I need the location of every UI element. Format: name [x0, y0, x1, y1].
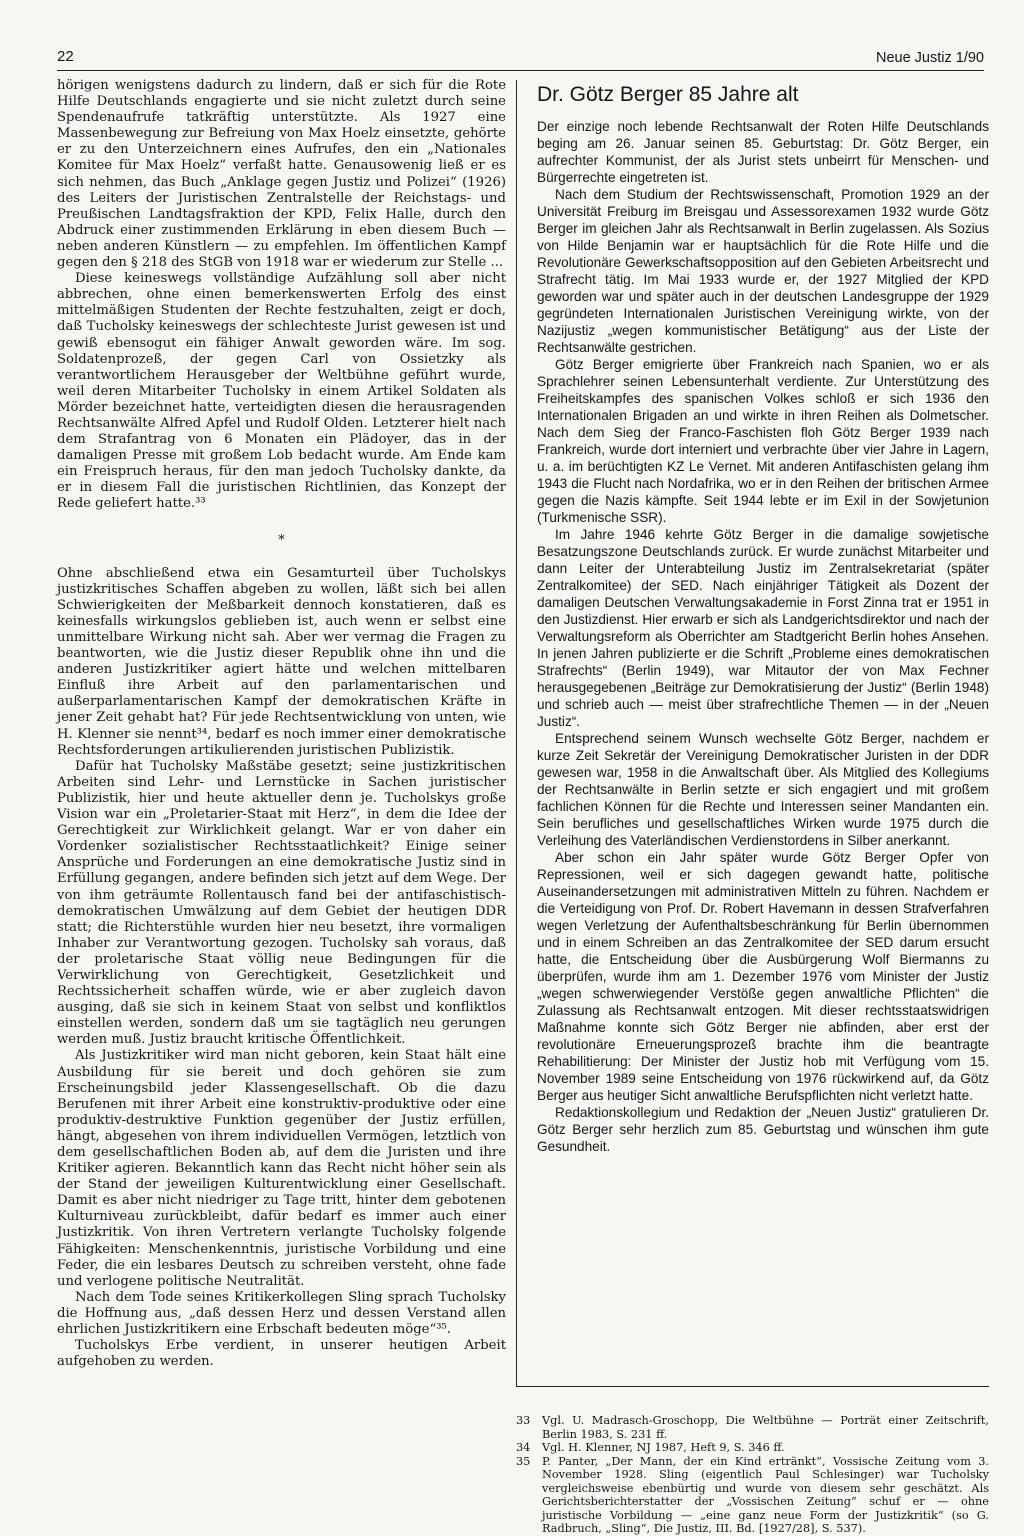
paragraph: Nach dem Tode seines Kritikerkollegen Sling sprach Tucholsky die Hoffnung aus, „daß dessen Herz und dessen Verstand allen ehrlichen Justizkritikern eine Erbschaft bedeuten möge“³⁵.: [57, 1289, 506, 1338]
paragraph: Diese keineswegs vollständige Aufzählung soll aber nicht abbrechen, ohne einen bemerkenswerten Erfolg des einst mittelmäßigen Studenten der Rechte festzuhalten, zeigt er doch, daß Tucholsky keineswegs der schlechteste Jurist gewesen ist und gewiß ebensogut ein fähiger Anwalt geworden wäre. Im sog. Soldatenprozeß, der gegen Carl von Ossietzky als verantwortlichem Herausgeber der Weltbühne geführt wurde, weil deren Mitarbeiter Tucholsky in einem Artikel Soldaten als Mörder bezeichnet hatte, verteidigten diesen die herausragenden Rechtsanwälte Alfred Apfel und Rudolf Olden. Letzterer hielt nach dem Strafantrag von 6 Monaten ein Plädoyer, das in der damaligen Presse mit großem Lob bedacht wurde. Am Ende kam ein Freispruch heraus, für den man jedoch Tucholsky dankte, da er in diesem Fall die juristischen Richtlinien, das Konzept der Rede geliefert hatte.³³: [57, 271, 506, 512]
page-number: 22: [57, 48, 74, 65]
paragraph: Götz Berger emigrierte über Frankreich nach Spanien, wo er als Sprachlehrer seinen Lebensunterhalt verdiente. Zur Unterstützung des Freiheitskampfes des spanischen Volkes schloß er sich 1936 den Internationalen Brigaden an und wirkte in ihren Reihen als Dolmetscher. Nach dem Sieg der Franco-Faschisten floh Götz Berger 1939 nach Frankreich, wurde dort interniert und verbrachte über vier Jahre in Lagern, u. a. im berüchtigten KZ Le Vernet. Mit anderen Antifaschisten gelang ihm 1943 die Flucht nach Nordafrika, wo er in den Reihen der britischen Armee gegen die Nazis kämpfte. Seit 1944 lebte er im Exil in der Sowjetunion (Turkmenische SSR).: [537, 357, 989, 525]
paragraph: Nach dem Studium der Rechtswissenschaft, Promotion 1929 an der Universität Freiburg im Breisgau und Assessorexamen 1932 wurde Götz Berger im gleichen Jahr als Rechtsanwalt in Berlin zugelassen. Als Sozius von Hilde Benjamin war er hauptsächlich für die Rote Hilfe und die Revolutionäre Gewerkschaftsopposition auf den Gebieten Arbeitsrecht und Strafrecht tätig. Im Mai 1933 wurde er, der 1927 Mitglied der KPD geworden war und später auch in der deutschen Landesgruppe der 1929 gegründeten Internationalen Juristischen Vereinigung wirkte, von der Nazijustiz „wegen kommunistischer Betätigung“ aus der Liste der Rechtsanwälte gestrichen.: [537, 187, 989, 355]
footnote-text: Vgl. U. Madrasch-Groschopp, Die Weltbühne — Porträt einer Zeitschrift, Berlin 1983, S. 231 ff.: [542, 1414, 989, 1441]
paragraph: Dafür hat Tucholsky Maßstäbe gesetzt; seine justizkritischen Arbeiten sind Lehr- und Lernstücke in Sachen juristischer Publizistik, hier und heute aktueller denn je. Tucholskys große Vision war ein „Proletarier-Staat mit Herz“, in dem die Idee der Gerechtigkeit zur Wirklichkeit gelangt. War er von daher ein Vordenker sozialistischer Rechtsstaatlichkeit? Einige seiner Ansprüche und Forderungen an eine demokratische Justiz sind in Erfüllung gegangen, andere befinden sich jetzt auf dem Wege. Der von ihm geträumte Rollentausch fand bei der antifaschistisch-demokratischen Umwälzung auf dem Gebiet der heutigen DDR statt; die Richterstühle wurden hier neu besetzt, ihre vormaligen Inhaber zur Verantwortung gezogen. Tucholsky sah voraus, daß der proletarische Staat völlig neue Bedingungen für die Verwirklichung von Gerechtigkeit, Gesetzlichkeit und Rechtssicherheit schaffen würde, wie er aber zugleich davon ausging, daß sie sich in keinem Staat von selbst und konfliktlos einstellen werden, sondern daß um sie tagtäglich neu gerungen werden muß. Justiz braucht kritische Öffentlichkeit.: [57, 758, 506, 1048]
footnote-number: 33: [516, 1414, 531, 1427]
paragraph: Ohne abschließend etwa ein Gesamturteil über Tucholskys justizkritisches Schaffen abgeben zu wollen, läßt sich bei allen Schwierigkeiten der Meßbarkeit dennoch konstatieren, daß es keinesfalls wirkungslos geblieben ist, auch wenn er selbst eine unmittelbare Wirkung nicht sah. Aber wer vermag die Fragen zu beantworten, wie die Justiz dieser Republik ohne ihn und die anderen Justizkritiker agiert hätte und welchen mittelbaren Einfluß ihre Arbeit auf den parlamentarischen und außerparlamentarischen Kampf der demokratischen Kräfte in jener Zeit gehabt hat? Für jede Rechtsentwicklung von unten, wie H. Klenner sie nennt³⁴, bedarf es noch immer einer demokratische Rechtsforderungen artikulierenden juristischen Publizistik.: [57, 565, 506, 758]
paragraph: Tucholskys Erbe verdient, in unserer heutigen Arbeit aufgehoben zu werden.: [57, 1338, 506, 1370]
footnote: [516, 1414, 989, 1441]
section-separator: *: [278, 532, 285, 548]
footnote-number: 34: [516, 1441, 531, 1454]
footnote-number: 35: [516, 1454, 531, 1468]
left-column: [57, 78, 506, 1370]
paragraph: Aber schon ein Jahr später wurde Götz Berger Opfer von Repressionen, weil er sich dagegen gewandt hatte, politische Auseinandersetzungen mit administrativen Mitteln zu führen. Nachdem er die Verteidigung von Prof. Dr. Robert Havemann in dessen Strafverfahren wegen Verletzung der Aufenthaltsbeschränkung für Berlin übernommen und in einem Schreiben an das Zentralkomitee der SED darum ersucht hatte, die Entscheidung über die Ausbürgerung Wolf Biermanns zu überprüfen, wurde ihm am 1. Dezember 1976 vom Minister der Justiz „wegen schwerwiegender Verstöße gegen anwaltliche Pflichten“ die Zulassung als Rechtsanwalt entzogen. Mit dieser rechtsstaatswidrigen Maßnahme konnte sich Götz Berger nie abfinden, aber erst der revolutionäre Erneuerungsprozeß brachte ihm die beantragte Rehabilitierung: Der Minister der Justiz hob mit Verfügung vom 15. November 1989 seine Entscheidung von 1976 rückwirkend auf, da Götz Berger aus heutiger Sicht anwaltliche Berufspflichten nicht verletzt hatte.: [537, 850, 989, 1103]
paragraph: Im Jahre 1946 kehrte Götz Berger in die damalige sowjetische Besatzungszone Deutschlands zurück. Er wurde zunächst Mitarbeiter und dann Leiter der Unterabteilung Justiz im Zentralsekretariat (später Zentralkomitee) der SED. Nach einjähriger Tätigkeit als Dozent der damaligen Deutschen Verwaltungsakademie in Forst Zinna trat er 1951 in den Justizdienst. Hier erwarb er sich als Landgerichtsdirektor und nach der Verwaltungsreform als Oberrichter am Stadtgericht Berlin hohes Ansehen. In jenen Jahren publizierte er die Schrift „Probleme eines demokratischen Strafrechts“ (Berlin 1949), war Mitautor der von Max Fechner herausgegebenen „Beiträge zur Demokratisierung der Justiz“ (Berlin 1948) und schrieb auch — meist über strafrechtliche Themen — in der „Neuen Justiz“.: [537, 527, 989, 729]
paragraph: Der einzige noch lebende Rechtsanwalt der Roten Hilfe Deutschlands beging am 26. Januar seinen 85. Geburtstag: Dr. Götz Berger, ein aufrechter Kommunist, der als Jurist stets unbeirrt für Menschen- und Bürgerrechte eingetreten ist.: [537, 119, 989, 185]
footnote: [516, 1455, 989, 1536]
footnote: [516, 1441, 989, 1455]
paragraph: hörigen wenigstens dadurch zu lindern, daß er sich für die Rote Hilfe Deutschlands engagierte und sie nicht zuletzt durch seine Spendenaufrufe tatkräftig unterstützte. Als 1927 eine Massenbewegung zur Befreiung von Max Hoelz einsetzte, gehörte er zu den Unterzeichnern eines Aufrufes, den ein „Nationales Komitee für Max Hoelz“ verfaßt hatte. Genausowenig ließ er es sich nehmen, das Buch „Anklage gegen Justiz und Polizei“ (1926) des Leiters der Juristischen Zentralstelle der Reichstags- und Preußischen Landtagsfraktion der KPD, Felix Halle, durch den Abdruck einer zustimmenden Erklärung in eben diesem Buch — neben anderen Künstlern — zu empfehlen. Im öffentlichen Kampf gegen den § 218 des StGB von 1918 war er wiederum zur Stelle ...: [57, 78, 506, 271]
footnote-text: Vgl. H. Klenner, NJ 1987, Heft 9, S. 346 ff.: [542, 1441, 785, 1454]
article-title: Dr. Götz Berger 85 Jahre alt: [537, 83, 799, 106]
paragraph: Entsprechend seinem Wunsch wechselte Götz Berger, nachdem er kurze Zeit Sekretär der Vereinigung Demokratischer Juristen in der DDR gewesen war, 1958 in die Anwaltschaft über. Als Mitglied des Kollegiums der Rechtsanwälte in Berlin setzte er sich engagiert und mit großem fachlichen Können für die Rechte und Interessen seiner Mandanten ein. Sein berufliches und gesellschaftliches Wirken wurde 1975 durch die Verleihung des Vaterländischen Verdienstordens in Silber anerkannt.: [537, 731, 989, 848]
paragraph: Redaktionskollegium und Redaktion der „Neuen Justiz“ gratulieren Dr. Götz Berger sehr herzlich zum 85. Geburtstag und wünschen ihm gute Gesundheit.: [537, 1105, 989, 1154]
paragraph: Als Justizkritiker wird man nicht geboren, kein Staat hält eine Ausbildung für sie bereit und doch gehören sie zum Erscheinungsbild jeder Klassengesellschaft. Ob die dazu Berufenen mit ihrer Arbeit eine konstruktiv-produktive oder eine produktiv-destruktive Funktion gegenüber der Justiz erfüllen, hängt, abgesehen von ihrem individuellen Vermögen, letztlich von dem gesellschaftlichen Boden ab, auf dem die Juristen und ihre Kritiker agieren. Bekanntlich kann das Recht nicht höher sein als der Stand der jeweiligen Kulturentwicklung einer Gesellschaft. Damit es aber nicht niedriger zu Tage tritt, hinter dem gebotenen Kulturniveau zurückbleibt, dafür bedarf es immer auch einer Justizkritik. Von ihren Vertretern verlangte Tucholsky folgende Fähigkeiten: Menschenkenntnis, juristische Vorbildung und eine Feder, die ein lesbares Deutsch zu schreiben versteht, ohne fade und verlogene politische Neutralität.: [57, 1048, 506, 1289]
page-header: [57, 44, 984, 71]
footnote-text: P. Panter, „Der Mann, der ein Kind ertränkt“, Vossische Zeitung vom 3. November 1928. Sling (eigentlich Paul Schlesinger) war Tucholsky vergleichsweise ebenbürtig und wurde von diesem sehr geschätzt. Als Gerichtsberichterstatter der „Vossischen Zeitung“ schuf er — ohne juristische Vorbildung — „eine ganz neue Form der Justizkritik“ (so G. Radbruch, „Sling“, Die Justiz, III. Bd. [1927/28], S. 537).: [542, 1454, 989, 1535]
footnotes: [516, 1414, 989, 1536]
journal-issue: Neue Justiz 1/90: [875, 50, 984, 66]
right-column: [516, 80, 989, 1387]
